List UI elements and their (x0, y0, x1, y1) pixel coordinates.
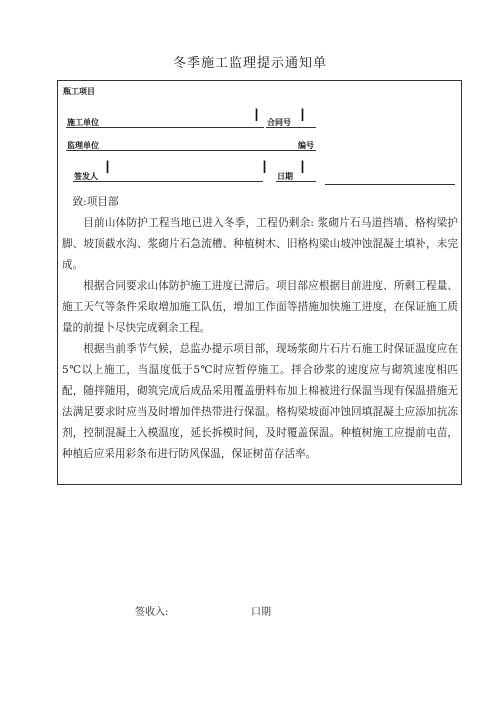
date-label: 日期 (277, 172, 293, 181)
ibeam-mark-5: I (300, 158, 306, 178)
construction-unit-label: 施工单位 (67, 118, 99, 127)
notice-body (62, 192, 458, 465)
issuer-field[interactable] (73, 181, 263, 182)
date-extension-line (325, 184, 455, 185)
paragraph-winter-measures: 根据当前季节气候，总监办提示项目部，现场浆砌片石片石施工时保证温度应在5℃以上施工，当温度低于5℃时应暂停施工。拌合砂浆的速度应与砌筑速度相匹配，随拌随用，砌筑完成后成品采用覆盖册料布加上棉被进行保温当现有保温措施无法满足要求时应当及时增加伴热带进行保温。格构梁坡面冲蚀回填混凝土应添加抗冻剂，控制混凝土入模温度，延长拆模时间，及时覆盖保温。种植树施工应提前屯苗，种植后应采用彩条布进行防风保温，保证树苗存活率。 (62, 343, 458, 460)
salutation: 致:项目部 (72, 196, 119, 208)
paragraph-schedule: 根据合同要求山体防护施工进度已滞后。项目部应根据目前进度、所剩工程量、施工天气等条件采取增加施工队伍，增加工作面等措施加快施工进度，在保证施工质量的前提卜尽快完成剩余工程。 (62, 280, 458, 334)
supervision-unit-field[interactable] (66, 150, 316, 151)
ibeam-mark-3: I (105, 158, 111, 178)
contract-no-field[interactable] (266, 127, 316, 128)
construction-unit-field[interactable] (66, 127, 264, 128)
ibeam-mark-1: I (254, 106, 260, 126)
date-field[interactable] (276, 181, 316, 182)
ibeam-mark-2: I (300, 106, 306, 126)
project-label: 瓶工项目 (63, 87, 95, 96)
contract-no-label: 合同号 (267, 118, 291, 127)
paragraph-remaining-work: 目前山体防护工程当地已进入冬季，工程仍剩余: 浆砌片石马道挡墙、格构梁护脚、坡顶截水沟、浆砌片石急流槽、种植树木、旧格构梁山坡冲蚀混凝土填补，未完成。 (62, 217, 458, 271)
issuer-label: 签发人 (74, 172, 98, 181)
serial-no-label: 编号 (298, 141, 314, 150)
supervision-unit-label: 监理单位 (67, 141, 99, 150)
document-title: 冬季施工监理提示通知单 (172, 56, 327, 71)
ibeam-mark-4: I (262, 158, 268, 178)
receiver-label: 签收入: (135, 607, 169, 618)
footer-date-label: 口期 (251, 607, 271, 618)
